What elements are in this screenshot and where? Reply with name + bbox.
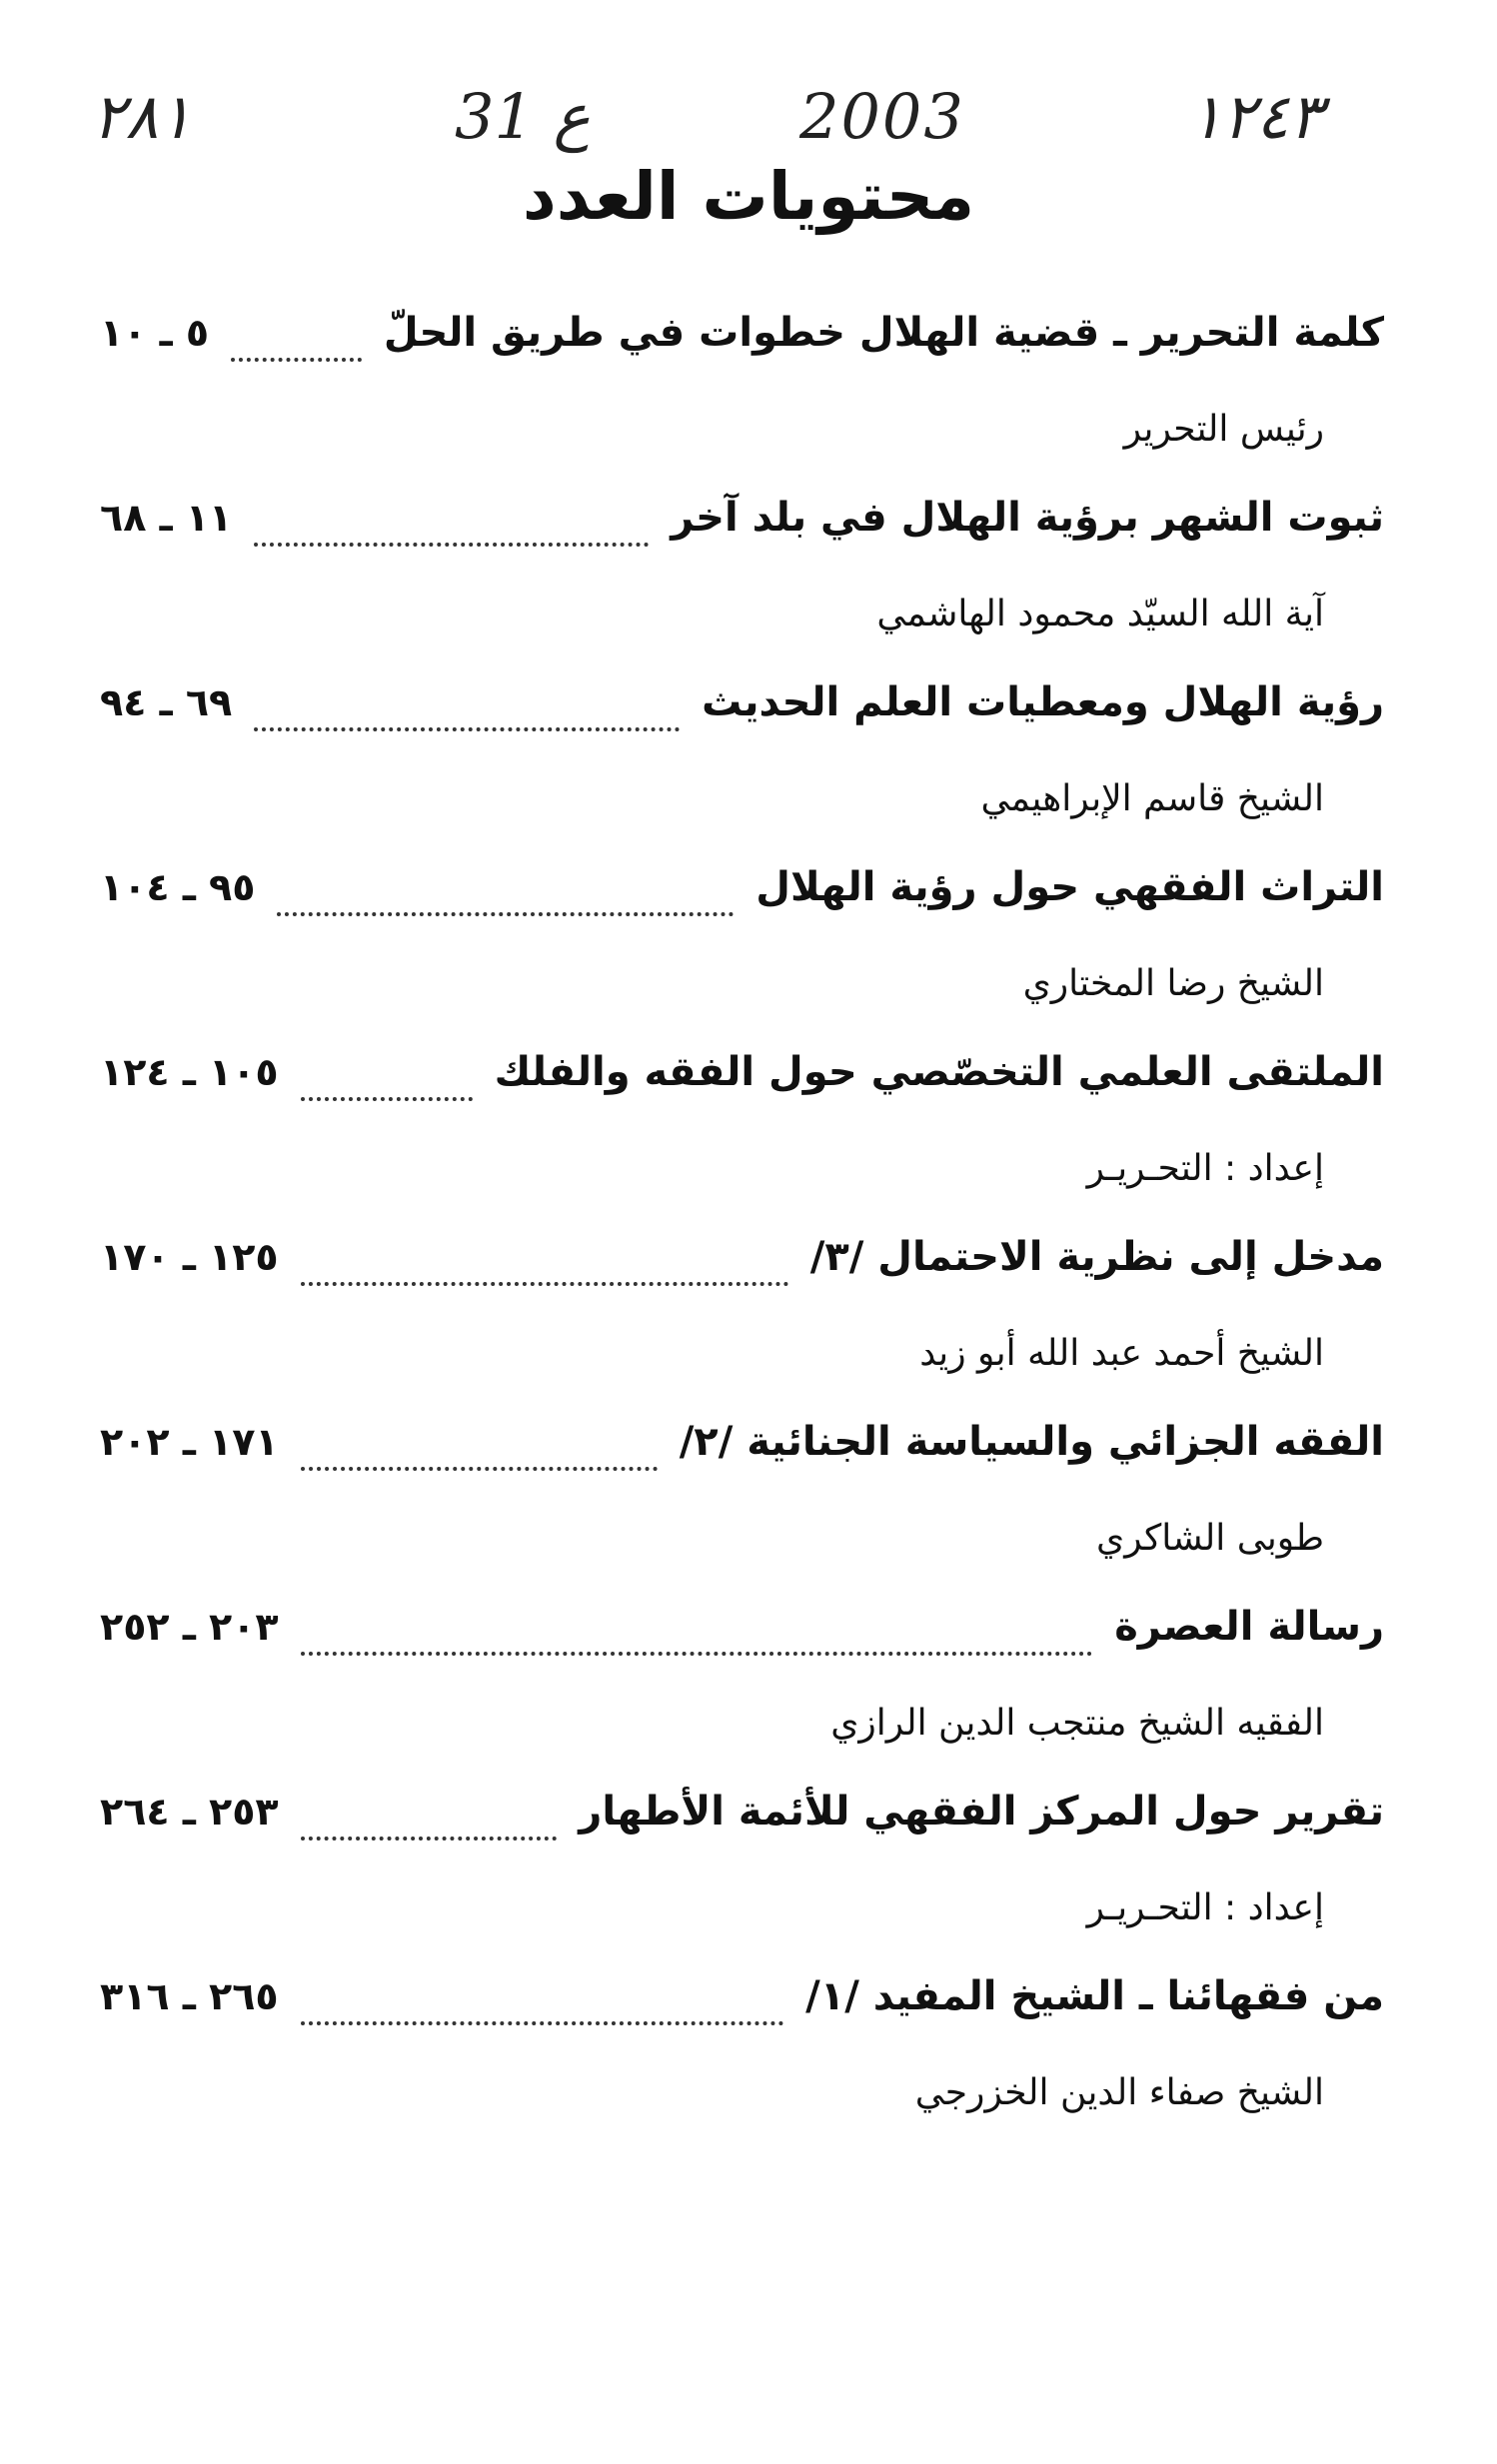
- toc-entry: [100, 1604, 1384, 1789]
- toc-entry-line: [100, 1973, 1384, 2043]
- toc-entry-pages: ٥ ـ ١٠: [100, 311, 210, 355]
- toc-entry-title: من فقهائنا ـ الشيخ المفيد /١/: [805, 1973, 1384, 2019]
- toc-entry-pages: ١٧١ ـ ٢٠٢: [100, 1420, 279, 1464]
- toc-entry-title: ثبوت الشهر برؤية الهلال في بلد آخر: [671, 495, 1384, 541]
- handwritten-note-year: 2003: [799, 80, 965, 153]
- handwritten-note-issue: ع 31: [455, 80, 591, 153]
- toc-entry-pages: ٦٩ ـ ٩٤: [100, 680, 233, 724]
- toc-entry-author: آية الله السيّد محمود الهاشمي: [876, 594, 1324, 634]
- dot-leader: [231, 328, 362, 362]
- dot-leader: [254, 513, 649, 547]
- toc-entry-title: الملتقى العلمي التخصّصي حول الفقه والفلك: [494, 1049, 1384, 1095]
- toc-entry-pages: ١٢٥ ـ ١٧٠: [100, 1235, 279, 1279]
- toc-entry: [100, 864, 1384, 1049]
- toc-entry-line: [100, 1789, 1384, 1858]
- toc-entry-title: تقرير حول المركز الفقهي للأئمة الأطهار: [579, 1789, 1384, 1835]
- toc-entry: [100, 1419, 1384, 1604]
- toc-entry-line: [100, 864, 1384, 934]
- dot-leader: [301, 1252, 788, 1286]
- toc-entry-line: [100, 1234, 1384, 1304]
- dot-leader: [301, 1622, 1093, 1656]
- toc-entry-title: مدخل إلى نظرية الاحتمال /٣/: [809, 1234, 1384, 1280]
- handwritten-note-left: ٢٨١: [92, 80, 192, 153]
- toc-entry: [100, 310, 1384, 495]
- toc-entry-line: [100, 1419, 1384, 1489]
- dot-leader: [301, 1067, 473, 1101]
- toc-entry: [100, 679, 1384, 864]
- toc-entry-author: الشيخ قاسم الإبراهيمي: [980, 778, 1324, 819]
- toc-entry-line: [100, 310, 1384, 380]
- toc-entry-author: الفقيه الشيخ منتجب الدين الرازي: [830, 1703, 1324, 1744]
- dot-leader: [301, 1807, 558, 1841]
- dot-leader: [301, 1437, 658, 1471]
- toc-entry-author: إعداد : التحـريـر: [1086, 1148, 1324, 1189]
- toc-entry: [100, 495, 1384, 679]
- toc-entry-author: رئيس التحرير: [1123, 409, 1324, 450]
- toc-entry-pages: ١٠٥ ـ ١٢٤: [100, 1050, 279, 1094]
- toc-entry-line: [100, 1049, 1384, 1119]
- page-title: محتويات العدد: [522, 158, 975, 235]
- toc-entry-title: رسالة العصرة: [1114, 1604, 1384, 1650]
- toc-entry-author: الشيخ أحمد عبد الله أبو زيد: [919, 1333, 1324, 1374]
- toc-entry-line: [100, 679, 1384, 749]
- toc-entry: [100, 1789, 1384, 1973]
- toc-entry-title: رؤية الهلال ومعطيات العلم الحديث: [702, 679, 1384, 725]
- toc-entry-pages: ٢٦٥ ـ ٣١٦: [100, 1974, 279, 2018]
- toc-entry: [100, 1234, 1384, 1419]
- toc-entry-title: الفقه الجزائي والسياسة الجنائية /٢/: [679, 1419, 1384, 1465]
- toc-entry-author: إعداد : التحـريـر: [1086, 1887, 1324, 1928]
- toc-entry-author: الشيخ صفاء الدين الخزرجي: [914, 2072, 1324, 2113]
- dot-leader: [301, 1991, 784, 2025]
- toc-entry-line: [100, 1604, 1384, 1674]
- toc-entry: [100, 1973, 1384, 2158]
- toc-entry-title: التراث الفقهي حول رؤية الهلال: [755, 864, 1384, 910]
- toc-entry-line: [100, 495, 1384, 565]
- toc-entry: [100, 1049, 1384, 1234]
- toc-entry-title: كلمة التحرير ـ قضية الهلال خطوات في طريق الحلّ: [383, 310, 1384, 356]
- table-of-contents: [100, 310, 1384, 2158]
- toc-entry-pages: ٢٠٣ ـ ٢٥٢: [100, 1605, 279, 1649]
- toc-entry-author: طوبى الشاكري: [1096, 1518, 1324, 1559]
- dot-leader: [277, 882, 734, 916]
- dot-leader: [254, 697, 680, 731]
- toc-entry-pages: ٩٥ ـ ١٠٤: [100, 865, 256, 909]
- toc-entry-pages: ١١ ـ ٦٨: [100, 496, 233, 540]
- toc-entry-pages: ٢٥٣ ـ ٢٦٤: [100, 1790, 279, 1834]
- toc-entry-author: الشيخ رضا المختاري: [1022, 963, 1324, 1004]
- handwritten-note-right: ١٢٤٣: [1189, 80, 1323, 153]
